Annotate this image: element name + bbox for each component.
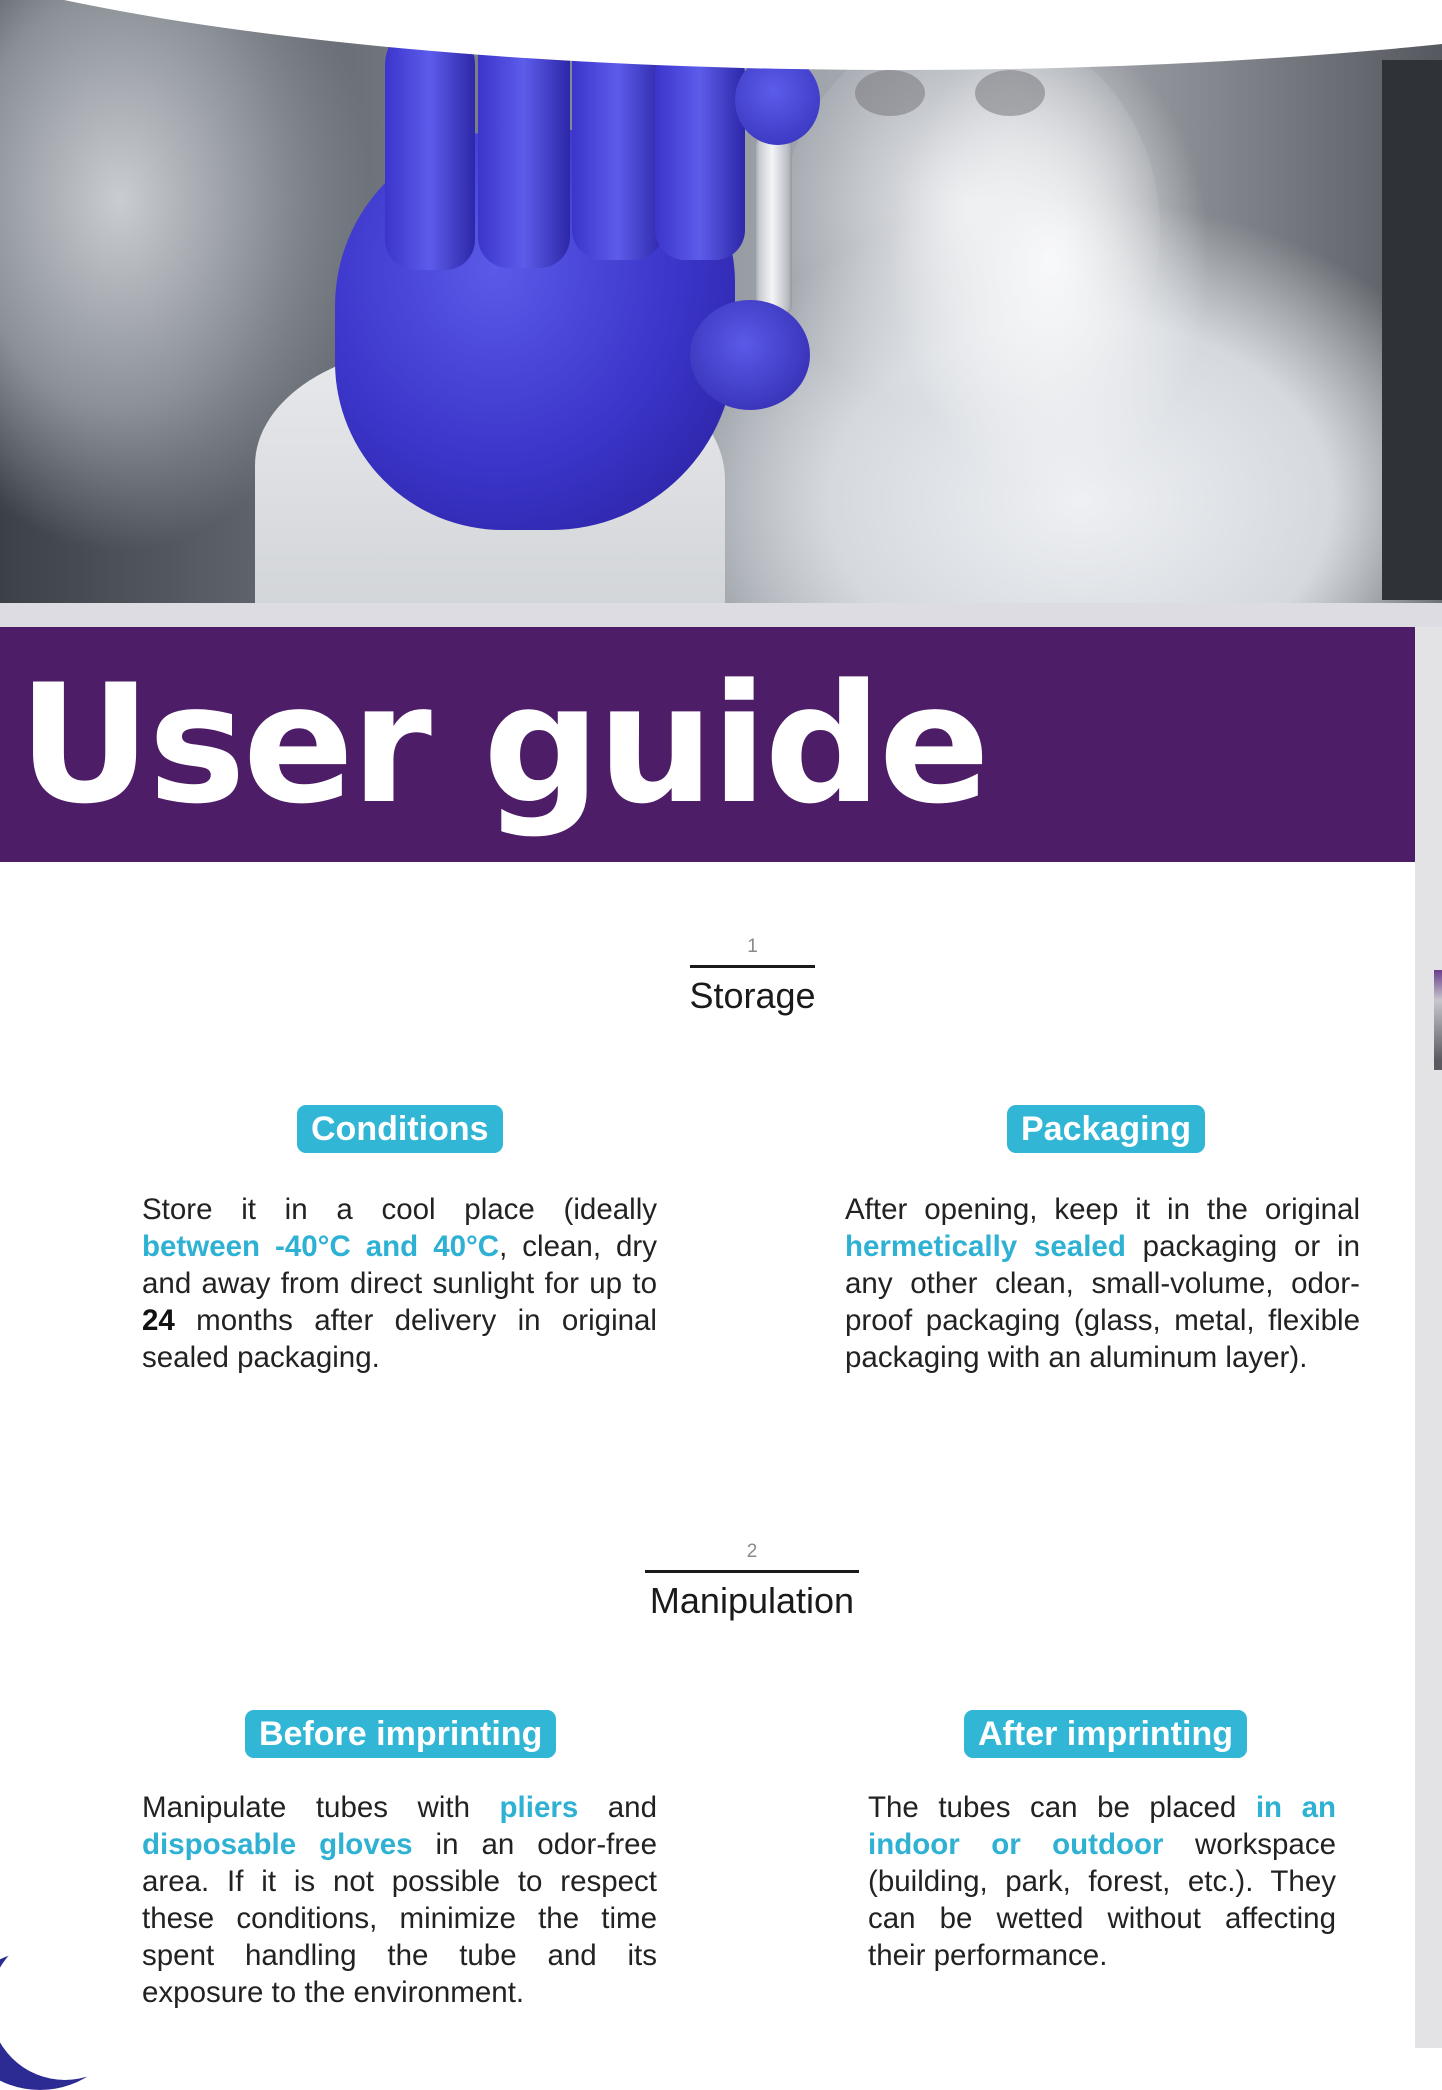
top-white-curve — [0, 0, 1442, 70]
section-number: 2 — [746, 1541, 758, 1562]
scientist-face-mask — [780, 20, 1160, 440]
page-edge-bar — [1415, 627, 1442, 2048]
section-title: Storage — [689, 975, 816, 1016]
badge-after-imprinting: After imprinting — [964, 1710, 1247, 1758]
hero-photo — [0, 0, 1442, 603]
section-title: Manipulation — [649, 1580, 855, 1621]
page-edge-marker — [1434, 970, 1442, 1070]
badge-before-imprinting: Before imprinting — [245, 1710, 556, 1758]
after-imprinting-text: The tubes can be placed in an indoor or outdoor workspace (building, park, forest, etc.). They can be wetted without affecting their performance. — [868, 1791, 1336, 1972]
packaging-text: After opening, keep it in the original hermetically sealed packaging or in any other clean, small-volume, odor-proof packaging (glass, metal, flexible packaging with an aluminum layer). — [845, 1193, 1360, 1374]
goggle-lens-left — [855, 70, 925, 116]
before-imprinting-text: Manipulate tubes with pliers and disposable gloves in an odor-free area. If it is not possible to respect these conditions, minimize the time spent handling the tube and its exposure to the environment. — [142, 1791, 657, 2009]
background-shelf — [1382, 60, 1442, 600]
page-title: User guide — [18, 649, 987, 840]
goggle-lens-right — [975, 70, 1045, 116]
badge-packaging: Packaging — [1007, 1105, 1205, 1153]
corner-decoration-mask — [0, 1930, 140, 2080]
section-underline — [645, 1570, 859, 1573]
badge-conditions: Conditions — [297, 1105, 503, 1153]
section-manipulation-heading — [627, 1542, 877, 1621]
conditions-text: Store it in a cool place (ideally between -40°C and 40°C, clean, dry and away from direct sunlight for up to 24 months after delivery in original sealed packaging. — [142, 1193, 657, 1374]
divider-strip — [0, 603, 1442, 627]
section-underline — [690, 965, 815, 968]
title-band — [0, 627, 1415, 862]
glove-thumb — [690, 300, 810, 410]
section-number: 1 — [747, 936, 758, 957]
section-storage-heading — [660, 937, 845, 1016]
glass-tube — [756, 130, 792, 320]
glove-finger — [385, 20, 475, 270]
